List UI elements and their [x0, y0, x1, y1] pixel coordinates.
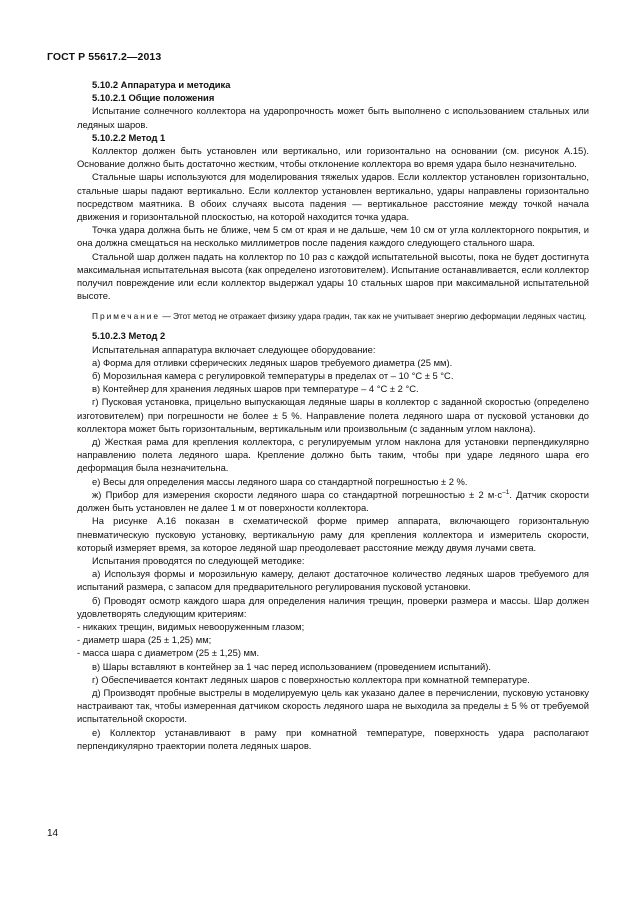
note-text: — Этот метод не отражает физику удара градин, так как не учитывает энергию деформации ледяных частиц.	[160, 311, 587, 322]
list-item: б) Проводят осмотр каждого шара для определения наличия трещин, проверки размера и массы. Шар должен удовлетворять следующим критериям:	[77, 594, 589, 619]
paragraph: Стальные шары используются для моделирования тяжелых ударов. Если коллектор установлен горизонтально, стальные шары падают вертикально. Если коллектор установлен вертикально, удары направлены горизонтально посредством маятника. В обоих случаях высота падения — вертикальное расстояние между точкой начала движения и горизонтальной плоскостью, на которой находится точка удара.	[77, 171, 589, 223]
list-item: - никаких трещин, видимых невооруженным глазом;	[77, 620, 305, 632]
list-item: в) Контейнер для хранения ледяных шаров при температуре – 4 °С ± 2 °С.	[92, 383, 419, 395]
paragraph: Испытания проводятся по следующей методике:	[92, 554, 305, 566]
paragraph: Испытание солнечного коллектора на ударопрочность может быть выполнено с использованием стальных или ледяных шаров.	[77, 105, 589, 130]
list-item	[77, 488, 589, 514]
paragraph: На рисунке А.16 показан в схематической форме пример аппарата, включающего горизонтальную пневматическую пусковую установку, вертикальную раму для крепления коллектора и измеритель скорости, который измеряет время, за которое ледяной шар преодолевает расстояние между двумя лучами света.	[77, 515, 589, 553]
list-item-text: ж) Прибор для измерения скорости ледяного шара со стандартной погрешностью ± 2 м·с	[92, 488, 503, 500]
section-title-5-10-2-1: 5.10.2.1 Общие положения	[92, 92, 215, 104]
page-number: 14	[47, 828, 59, 839]
list-item: д) Жесткая рама для крепления коллектора, с регулируемым углом наклона для установки перпендикулярно направлению полета ледяного шара. Крепление должно быть таким, чтобы при ударе ледяного шара его деформация была незначительна.	[77, 436, 589, 474]
note	[77, 310, 589, 322]
list-item: а) Форма для отливки сферических ледяных шаров требуемого диаметра (25 мм).	[92, 356, 453, 368]
section-title-5-10-2-2: 5.10.2.2 Метод 1	[92, 131, 166, 143]
list-item: - масса шара с диаметром (25 ± 1,25) мм.	[77, 647, 260, 659]
list-item: д) Производят пробные выстрелы в моделируемую цель как указано далее в перечислении, пусковую установку настраивают так, чтобы измеренная датчиком скорость ледяного шара не выходила за пределы ± 5 % от требуемой испытательной скорости.	[77, 686, 589, 725]
superscript: –1	[502, 488, 510, 496]
note-label: Примечание	[92, 311, 161, 322]
section-title-5-10-2: 5.10.2 Аппаратура и методика	[92, 79, 231, 90]
document-header: ГОСТ Р 55617.2—2013	[47, 51, 162, 63]
list-item: г) Обеспечивается контакт ледяных шаров с поверхностью коллектора при комнатной температуре.	[92, 673, 530, 685]
paragraph: Коллектор должен быть установлен или вертикально, или горизонтально на основании (см. рисунок А.15). Основание должно быть достаточно жестким, чтобы отклонение коллектора во время удара было незначительно.	[77, 145, 589, 170]
list-item: в) Шары вставляют в контейнер за 1 час перед использованием (проведением испытаний).	[92, 660, 491, 672]
list-item: - диаметр шара (25 ± 1,25) мм;	[77, 634, 212, 646]
list-item: е) Весы для определения массы ледяного шара со стандартной погрешностью ± 2 %.	[92, 475, 468, 487]
section-title-5-10-2-3: 5.10.2.3 Метод 2	[92, 330, 166, 342]
list-item: е) Коллектор устанавливают в раму при комнатной температуре, поверхность удара располагают перпендикулярно траектории полета ледяных шаров.	[77, 726, 589, 751]
paragraph: Стальной шар должен падать на коллектор по 10 раз с каждой испытательной высоты, пока не будет достигнута максимальная испытательная высота (как определено изготовителем). Испытание останавливается, если коллектор получил повреждение или если коллектор выдержал удары 10 стальных шаров при максимальной испытательной высоте.	[77, 250, 589, 302]
list-item-text: . Датчик скорости должен быть установлен не далее 1 м от поверхности коллектора.	[77, 488, 589, 514]
list-item: а) Используя формы и морозильную камеру, делают достаточное количество ледяных шаров требуемого для испытаний размера, с запасом для предварительного регулирования пусковой установки.	[77, 568, 589, 593]
list-item: б) Морозильная камера с регулировкой температуры в пределах от – 10 °С ± 5 °С.	[92, 370, 454, 382]
paragraph: Точка удара должна быть не ближе, чем 5 см от края и не дальше, чем 10 см от угла коллекторного покрытия, и она должна смещаться на несколько миллиметров после падения каждого следующего стального шара.	[77, 224, 589, 249]
paragraph: Испытательная аппаратура включает следующее оборудование:	[92, 343, 376, 355]
list-item: г) Пусковая установка, прицельно выпускающая ледяные шары в коллектор с заданной скоростью (определено изготовителем) при погрешности не более ± 5 %. Направление полета ледяного шара от пусковой установки до коллектора может быть горизонтальным, вертикальным или произвольным (с заданным углом наклона).	[77, 396, 589, 434]
page-body	[77, 78, 589, 752]
